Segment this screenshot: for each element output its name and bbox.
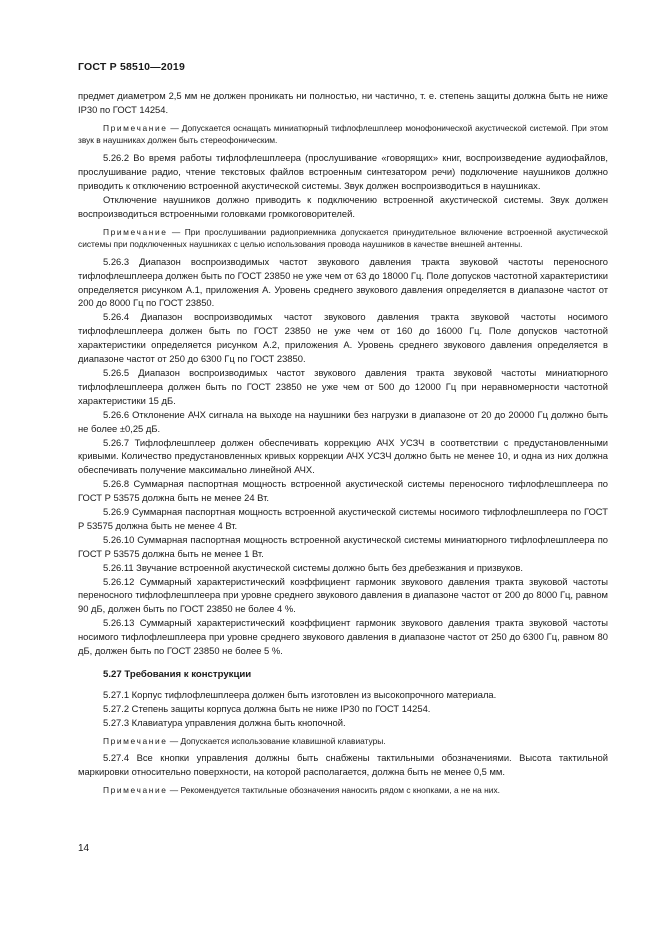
note-text: — Допускается использование клавишной клавиатуры. <box>167 735 386 746</box>
body-paragraph: 5.26.13 Суммарный характеристический коэффициент гармоник звукового давления тракта звуковой частоты носимого тифлофлешплеера при уровне среднего звукового давления в диапазоне частот от 250 до 6300 Гц, равном 80 дБ, должен быть по ГОСТ 23850 не более 5 %. <box>78 617 608 657</box>
body-paragraph: 5.26.12 Суммарный характеристический коэффициент гармоник звукового давления тракта звуковой частоты переносного тифлофлешплеера при уровне среднего звукового давления в диапазоне частот от 200 до 8000 Гц, равном 90 дБ, должен быть по ГОСТ 23850 не более 4 %. <box>78 575 608 615</box>
body-paragraph: 5.26.2 Во время работы тифлофлешплеера (прослушивание «говорящих» книг, воспроизведение аудиофайлов, прослушивание радио, чтение текстовых файлов встроенным синтезатором речи) подключение наушников должно приводить к отключению встроенной акустической системы. Звук должен воспроизводиться в наушниках. <box>78 152 608 191</box>
note-paragraph <box>78 226 608 251</box>
note-label: Примечание <box>103 226 168 237</box>
body-paragraph: 5.27.1 Корпус тифлофлешплеера должен быть изготовлен из высокопрочного материала. <box>103 688 497 700</box>
body-paragraph: 5.27.3 Клавиатура управления должна быть кнопочной. <box>103 716 346 728</box>
note-paragraph <box>78 735 608 748</box>
note-paragraph <box>78 784 608 797</box>
note-text: — Допускается оснащать миниатюрный тифлофлешплеер монофонической акустической системой. При этом звук в наушниках должен быть стереофоническим. <box>78 122 608 146</box>
body-paragraph: 5.27.2 Степень защиты корпуса должна быть не ниже IP30 по ГОСТ 14254. <box>103 702 431 714</box>
body-paragraph: 5.26.10 Суммарная паспортная мощность встроенной акустической системы миниатюрного тифлофлешплеера по ГОСТ Р 53575 должна быть не менее 1 Вт. <box>78 533 608 559</box>
page-number: 14 <box>78 843 90 854</box>
note-label: Примечание <box>103 785 168 796</box>
body-paragraph: Отключение наушников должно приводить к подключению встроенной акустической системы. Звук должен воспроизводиться встроенными головками громкоговорителей. <box>78 193 608 219</box>
document-body <box>78 89 608 801</box>
body-paragraph: 5.26.6 Отклонение АЧХ сигнала на выходе на наушники без нагрузки в диапазоне от 20 до 20000 Гц должно быть не более ±0,25 дБ. <box>78 408 608 434</box>
body-paragraph: 5.26.5 Диапазон воспроизводимых частот звукового давления тракта звуковой частоты миниатюрного тифлофлешплеера должен быть по ГОСТ 23850 не уже чем от 500 до 12000 Гц при неравномерности частотной характеристики 15 дБ. <box>78 366 608 406</box>
body-paragraph: 5.26.7 Тифлофлешплеер должен обеспечивать коррекцию АЧХ УСЗЧ в соответствии с предустановленными кривыми. Количество предустановленных кривых коррекции АЧХ УСЗЧ должно быть не менее 10, и одна из них должна обеспечивать получение максимально линейной АЧХ. <box>78 436 608 476</box>
document-header: ГОСТ Р 58510—2019 <box>78 61 186 73</box>
note-label: Примечание <box>103 735 168 746</box>
body-paragraph: предмет диаметром 2,5 мм не должен проникать ни полностью, ни частично, т. е. степень защиты должна быть не ниже IP30 по ГОСТ 14254. <box>78 90 608 115</box>
note-paragraph <box>78 122 608 147</box>
note-label: Примечание <box>103 122 168 133</box>
body-paragraph: 5.26.8 Суммарная паспортная мощность встроенной акустической системы переносного тифлофлешплеера по ГОСТ Р 53575 должна быть не менее 24 Вт. <box>78 478 608 504</box>
body-paragraph: 5.26.4 Диапазон воспроизводимых частот звукового давления тракта звуковой частоты носимого тифлофлешплеера должен быть по ГОСТ 23850 не уже чем от 160 до 16000 Гц. Поле допусков частотной характеристики определяется рисунком А.2, приложения А. Уровень среднего звукового давления определяется в диапазоне частот от 250 до 6300 Гц по ГОСТ 23850. <box>78 311 608 365</box>
body-paragraph: 5.27.4 Все кнопки управления должны быть снабжены тактильными обозначениями. Высота тактильной маркировки относительно поверхности, на которой располагается, должна быть не менее 0,5 мм. <box>78 752 608 778</box>
section-heading: 5.27 Требования к конструкции <box>103 669 252 680</box>
body-paragraph: 5.26.11 Звучание встроенной акустической системы должно быть без дребезжания и призвуков. <box>103 561 523 573</box>
note-text: — При прослушивании радиоприемника допускается принудительное включение встроенной акустической системы при подключенных наушниках с целью использования провода наушников в качестве внешней антенны. <box>78 226 608 250</box>
body-paragraph: 5.26.3 Диапазон воспроизводимых частот звукового давления тракта звуковой частоты переносного тифлофлешплеера должен быть по ГОСТ 23850 не уже чем от 63 до 18000 Гц. Поле допусков частотной характеристики определяется рисунком А.1, приложения А. Уровень среднего звукового давления определяется в диапазоне частот от 200 до 8000 Гц по ГОСТ 23850. <box>78 255 608 309</box>
note-text: — Рекомендуется тактильные обозначения наносить рядом с кнопками, а не на них. <box>167 785 500 796</box>
body-paragraph: 5.26.9 Суммарная паспортная мощность встроенной акустической системы носимого тифлофлешплеера по ГОСТ Р 53575 должна быть не менее 4 Вт. <box>78 506 608 531</box>
